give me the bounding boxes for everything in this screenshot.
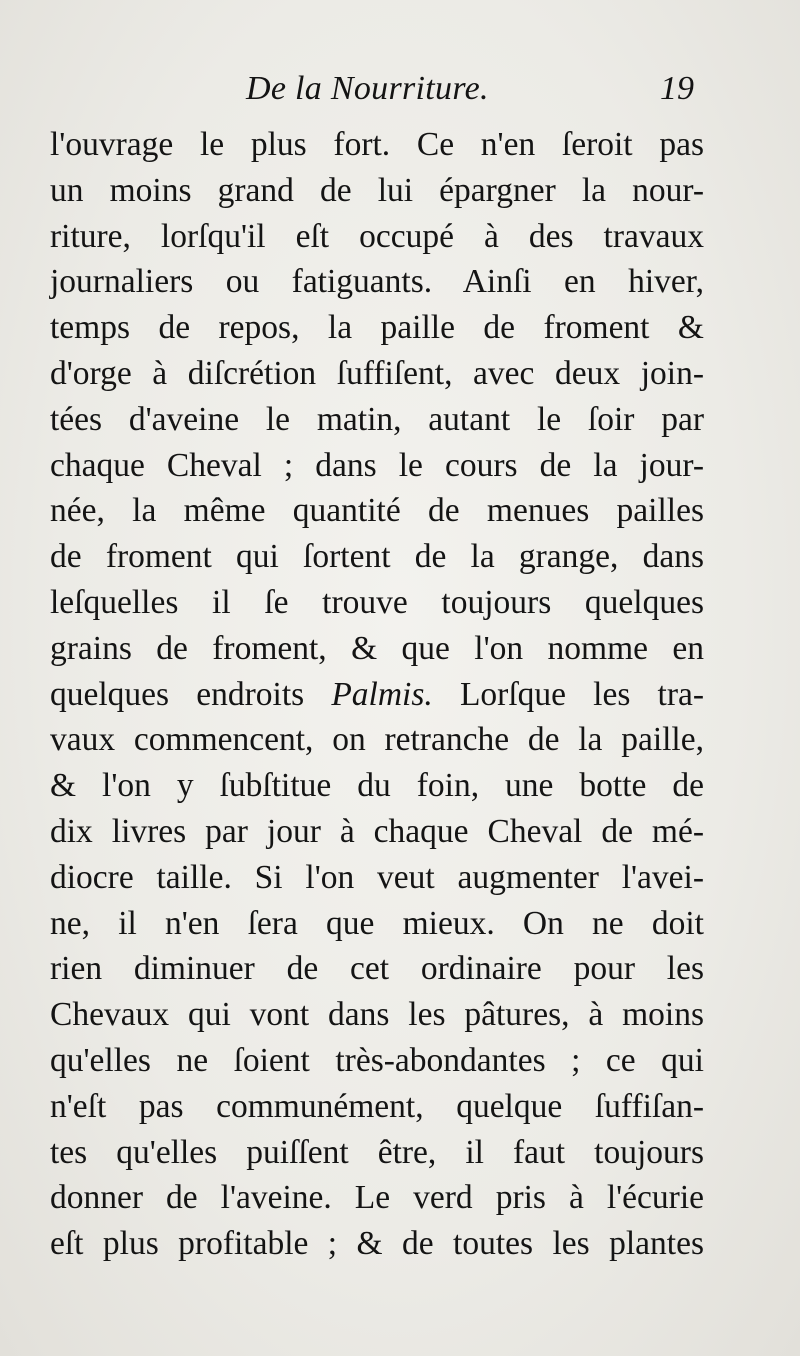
text-line: un moins grand de lui épargner la nour- — [50, 171, 704, 209]
text-line: diocre taille. Si l'on veut augmenter l'avei- — [50, 858, 704, 896]
italic-term: Palmis. — [331, 675, 433, 713]
text-line: ne, il n'en ſera que mieux. On ne doit — [50, 904, 704, 942]
text-line: qu'elles ne ſoient très-abondantes ; ce qui — [50, 1041, 704, 1079]
text-line: chaque Cheval ; dans le cours de la jour- — [50, 446, 704, 484]
text-line: d'orge à diſcrétion ſuffiſent, avec deux join- — [50, 354, 704, 392]
text-line: de froment qui ſortent de la grange, dans — [50, 538, 704, 576]
running-title: De la Nourriture. — [246, 70, 489, 107]
text-line: journaliers ou fatiguants. Ainſi en hiver, — [50, 263, 704, 301]
text-line: Chevaux qui vont dans les pâtures, à moins — [50, 996, 704, 1034]
text-line: leſquelles il ſe trouve toujours quelques — [50, 583, 704, 621]
text-line: eſt plus profitable ; & de toutes les plantes — [50, 1225, 704, 1263]
text-line: temps de repos, la paille de froment & — [50, 309, 704, 347]
page-number: 19 — [660, 70, 694, 107]
text-line: l'ouvrage le plus fort. Ce n'en ſeroit pas — [50, 126, 704, 163]
text-line-end: Lorſque les tra- — [459, 675, 705, 713]
text-line: & l'on y ſubſtitue du foin, une botte de — [50, 767, 704, 805]
text-line: n'eſt pas communément, quelque ſuffiſan- — [50, 1087, 704, 1125]
text-line-start: quelques endroits — [50, 675, 305, 713]
running-head — [0, 62, 800, 112]
text-line: donner de l'aveine. Le verd pris à l'écurie — [50, 1179, 704, 1217]
text-line: tes qu'elles puiſſent être, il faut toujours — [50, 1133, 704, 1171]
text-line: vaux commencent, on retranche de la paille, — [50, 721, 704, 759]
text-line — [50, 672, 704, 718]
text-line: riture, lorſqu'il eſt occupé à des travaux — [50, 217, 704, 255]
text-line: dix livres par jour à chaque Cheval de mé- — [50, 812, 704, 850]
text-line: tées d'aveine le matin, autant le ſoir par — [50, 400, 704, 438]
body-text — [50, 122, 704, 1267]
text-line: grains de froment, & que l'on nomme en — [50, 629, 704, 667]
text-line: née, la même quantité de menues pailles — [50, 492, 704, 530]
text-line: rien diminuer de cet ordinaire pour les — [50, 950, 704, 988]
